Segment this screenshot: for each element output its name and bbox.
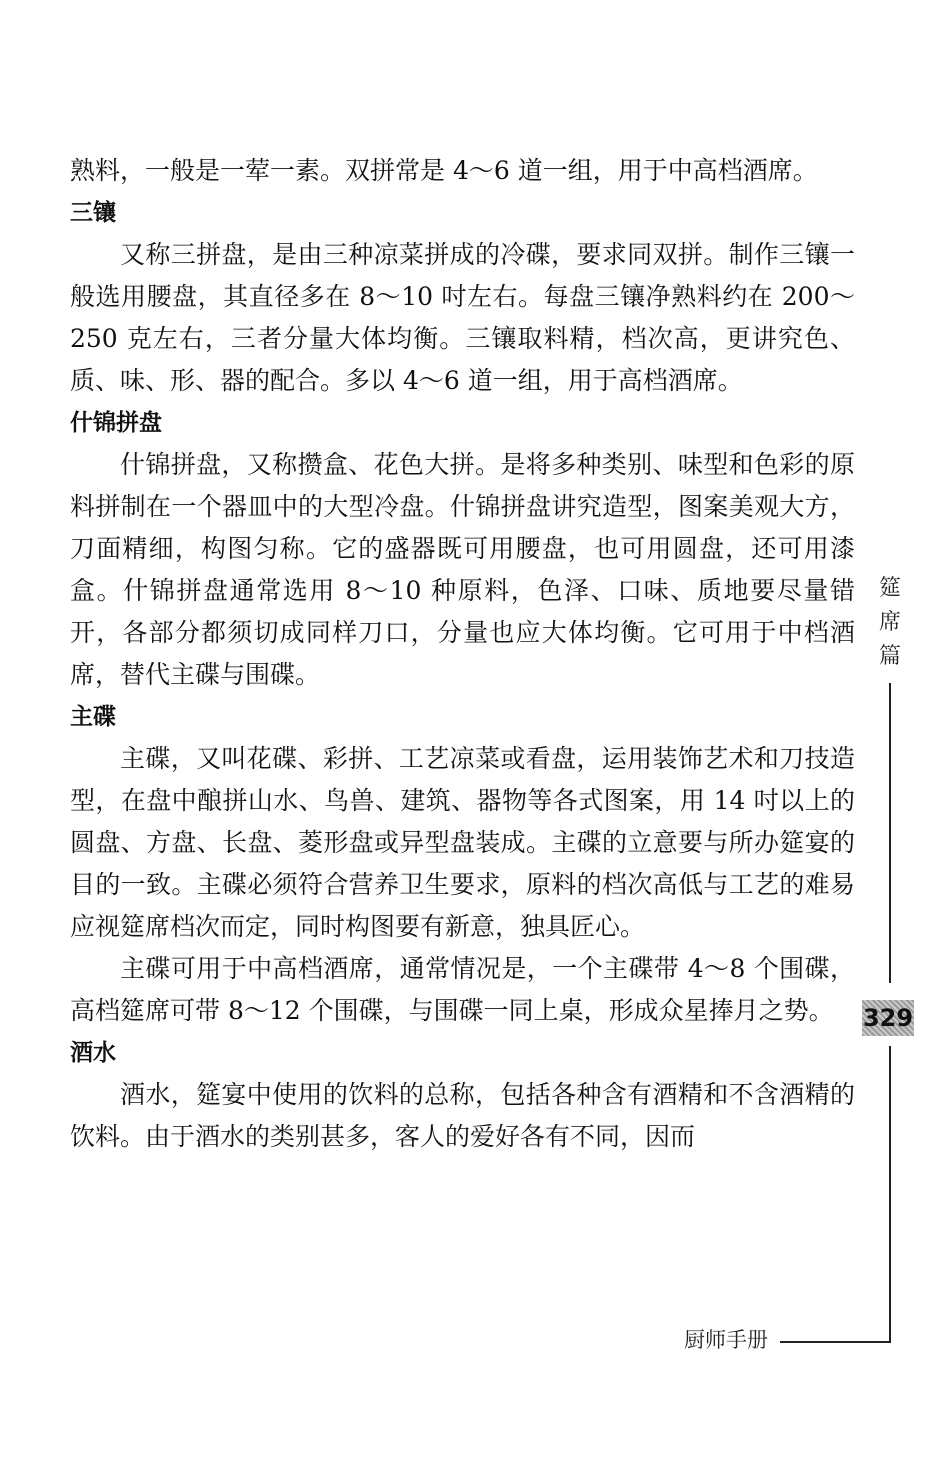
section-heading-sanxiang: 三镶 — [70, 200, 116, 226]
section-heading-zhudie: 主碟 — [70, 704, 116, 730]
paragraph-5: 主碟可用于中高档酒席，通常情况是，一个主碟带 4～8 个围碟，高档筵席可带 8～12 个围碟，与围碟一同上桌，形成众星捧月之势。 — [70, 954, 855, 1025]
page-body — [70, 150, 855, 1158]
footer-rule — [780, 1341, 891, 1343]
side-rule-upper — [889, 683, 891, 983]
side-section-label: 筵席篇 — [878, 576, 901, 669]
section-heading-jiushui: 酒水 — [70, 1040, 116, 1066]
paragraph-3: 什锦拼盘，又称攒盒、花色大拼。是将多种类别、味型和色彩的原料拼制在一个器皿中的大型冷盘。什锦拼盘讲究造型，图案美观大方，刀面精细，构图匀称。它的盛器既可用腰盘，也可用圆盘，还可用漆盒。什锦拼盘通常选用 8～10 种原料，色泽、口味、质地要尽量错开，各部分都须切成同样刀口，分量也应大体均衡。它可用于中档酒席，替代主碟与围碟。 — [70, 450, 855, 689]
paragraph-2: 又称三拼盘，是由三种凉菜拼成的冷碟，要求同双拼。制作三镶一般选用腰盘，其直径多在 8～10 吋左右。每盘三镶净熟料约在 200～250 克左右，三者分量大体均衡。三镶取料精，档次高，更讲究色、质、味、形、器的配合。多以 4～6 道一组，用于高档酒席。 — [70, 240, 855, 395]
paragraph-1: 熟料，一般是一荤一素。双拼常是 4～6 道一组，用于中高档酒席。 — [70, 156, 818, 185]
paragraph-4: 主碟，又叫花碟、彩拼、工艺凉菜或看盘，运用装饰艺术和刀技造型，在盘中酿拼山水、鸟兽、建筑、器物等各式图案，用 14 吋以上的圆盘、方盘、长盘、菱形盘或异型盘装成。主碟的立意要与所办筵宴的目的一致。主碟必须符合营养卫生要求，原料的档次高低与工艺的难易应视筵席档次而定，同时构图要有新意，独具匠心。 — [70, 744, 855, 941]
footer-book-title: 厨师手册 — [684, 1328, 768, 1352]
section-heading-shijin: 什锦拼盘 — [70, 410, 162, 436]
page-number-badge: 329 — [862, 1000, 914, 1036]
paragraph-6: 酒水，筵宴中使用的饮料的总称，包括各种含有酒精和不含酒精的饮料。由于酒水的类别甚多，客人的爱好各有不同，因而 — [70, 1080, 855, 1151]
side-rule-lower — [889, 1046, 891, 1343]
